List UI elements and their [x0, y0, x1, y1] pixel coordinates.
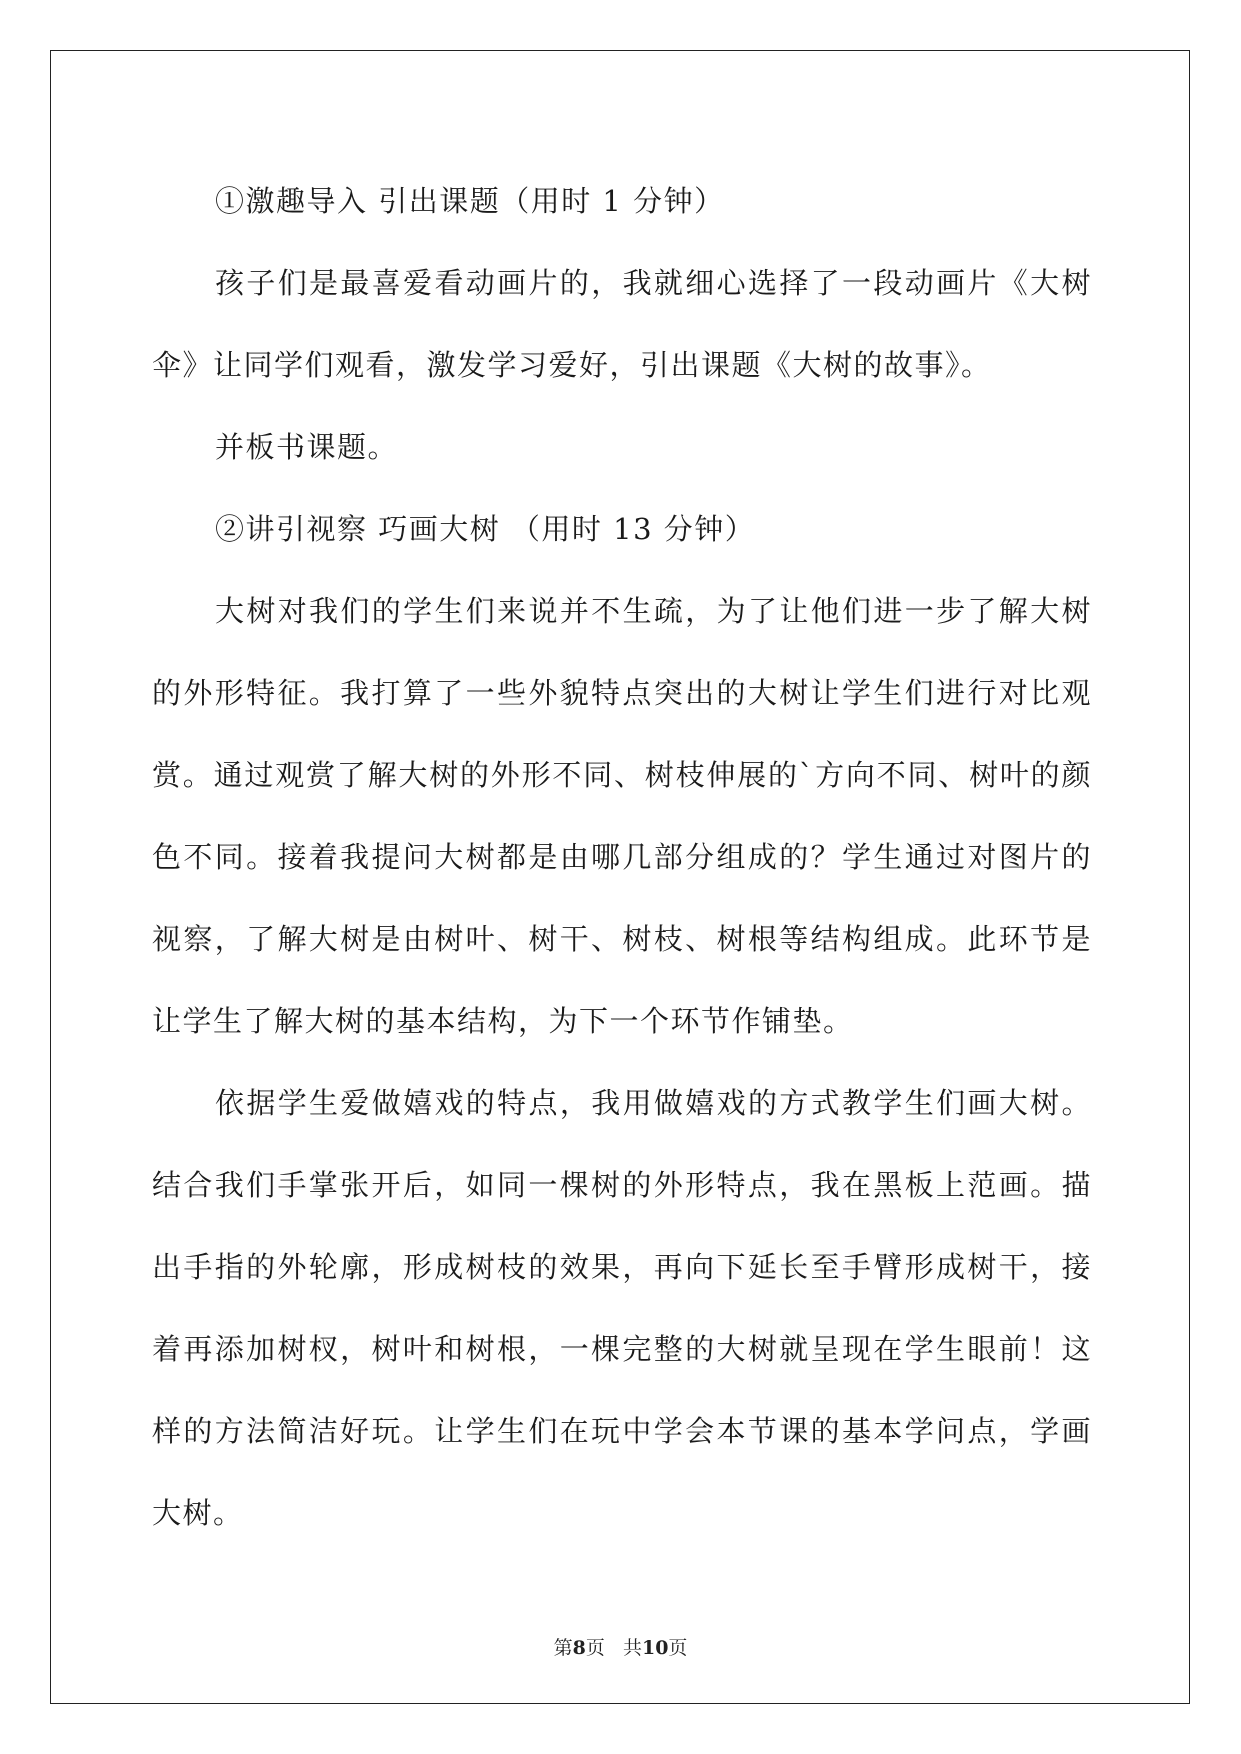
footer-total-pages: 10: [641, 1637, 669, 1659]
paragraph-intro-heading: ①激趣导入 引出课题（用时 1 分钟）: [215, 184, 725, 218]
footer-page-word: 页: [585, 1637, 605, 1659]
paragraph-cartoon: 孩子们是最喜爱看动画片的，我就细心选择了一段动画片《大树伞》让同学们观看，激发学习爱好，引出课题《大树的故事》。: [152, 266, 1092, 382]
paragraph-drawing-game: 依据学生爱做嬉戏的特点，我用做嬉戏的方式教学生们画大树。结合我们手掌张开后，如同一棵树的外形特点，我在黑板上范画。描出手指的外轮廓，形成树枝的效果，再向下延长至手臂形成树干，接着再添加树杈，树叶和树根，一棵完整的大树就呈现在学生眼前！这样的方法简洁好玩。让学生们在玩中学会本节课的基本学问点，学画大树。: [152, 1086, 1092, 1530]
footer-current-page: 8: [572, 1637, 586, 1659]
document-body: [152, 160, 1092, 1554]
paragraph-board-title: 并板书课题。: [215, 430, 399, 464]
paragraph-observe-heading: ②讲引视察 巧画大树 （用时 13 分钟）: [215, 512, 756, 546]
footer-total-suffix: 页: [668, 1637, 688, 1659]
footer-total-prefix: 共: [622, 1637, 642, 1659]
page-footer: [0, 1633, 1241, 1660]
paragraph-tree-structure: 大树对我们的学生们来说并不生疏，为了让他们进一步了解大树的外形特征。我打算了一些外貌特点突出的大树让学生们进行对比观赏。通过观赏了解大树的外形不同、树枝伸展的`方向不同、树叶的颜色不同。接着我提问大树都是由哪几部分组成的？学生通过对图片的视察，了解大树是由树叶、树干、树枝、树根等结构组成。此环节是让学生了解大树的基本结构，为下一个环节作铺垫。: [152, 594, 1092, 1038]
footer-prefix: 第: [553, 1637, 573, 1659]
